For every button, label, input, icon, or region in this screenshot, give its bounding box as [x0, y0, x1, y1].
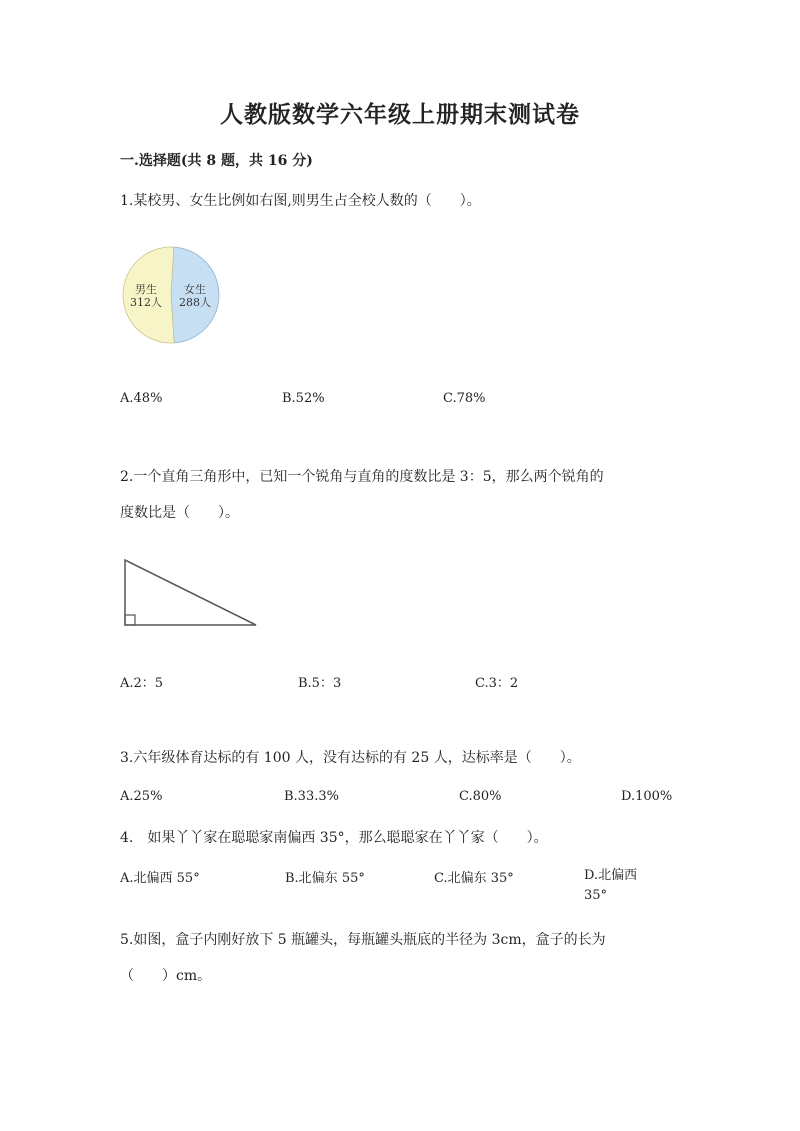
- question-3-text: 3.六年级体育达标的有 100 人，没有达标的有 25 人，达标率是（ ）。: [120, 750, 581, 766]
- q3-option-d[interactable]: D.100%: [621, 789, 673, 804]
- q4-option-d[interactable]: D.北偏西 35°: [584, 868, 638, 903]
- q3-option-c[interactable]: C.80%: [459, 789, 502, 804]
- q4-option-a[interactable]: A.北偏西 55°: [120, 871, 200, 886]
- q1-option-a[interactable]: A.48%: [120, 391, 163, 406]
- q1-option-c[interactable]: C.78%: [443, 391, 486, 406]
- pie-label-girls: 女生: [184, 283, 206, 296]
- triangle-shape: [125, 560, 256, 625]
- question-5-text-line-2: （ ）cm。: [120, 968, 212, 984]
- right-triangle-figure: [120, 556, 260, 630]
- right-angle-mark: [125, 615, 135, 625]
- question-5-text-line-1: 5.如图，盒子内刚好放下 5 瓶罐头，每瓶罐头瓶底的半径为 3cm，盒子的长为: [120, 932, 606, 948]
- question-2-text-line-1: 2.一个直角三角形中，已知一个锐角与直角的度数比是 3：5，那么两个锐角的: [120, 469, 604, 485]
- section-heading: 一.选择题(共 8 题，共 16 分): [120, 153, 313, 169]
- q2-option-b[interactable]: B.5：3: [298, 676, 342, 691]
- question-1-text: 1.某校男、女生比例如右图,则男生占全校人数的（ ）。: [120, 193, 481, 209]
- q2-option-c[interactable]: C.3：2: [475, 676, 519, 691]
- q4-option-b[interactable]: B.北偏东 55°: [285, 871, 365, 886]
- question-2-text-line-2: 度数比是（ ）。: [120, 505, 239, 521]
- pie-label-boys: 男生: [135, 283, 157, 296]
- pie-chart: [121, 245, 225, 345]
- q4-option-c[interactable]: C.北偏东 35°: [434, 871, 514, 886]
- pie-count-girls: 288人: [179, 296, 211, 309]
- q3-option-a[interactable]: A.25%: [120, 789, 163, 804]
- pie-count-boys: 312人: [130, 296, 162, 309]
- page-title: 人教版数学六年级上册期末测试卷: [220, 101, 580, 128]
- question-4-text: 4. 如果丫丫家在聪聪家南偏西 35°，那么聪聪家在丫丫家（ ）。: [120, 830, 548, 846]
- q1-option-b[interactable]: B.52%: [282, 391, 325, 406]
- q3-option-b[interactable]: B.33.3%: [284, 789, 339, 804]
- q2-option-a[interactable]: A.2：5: [120, 676, 164, 691]
